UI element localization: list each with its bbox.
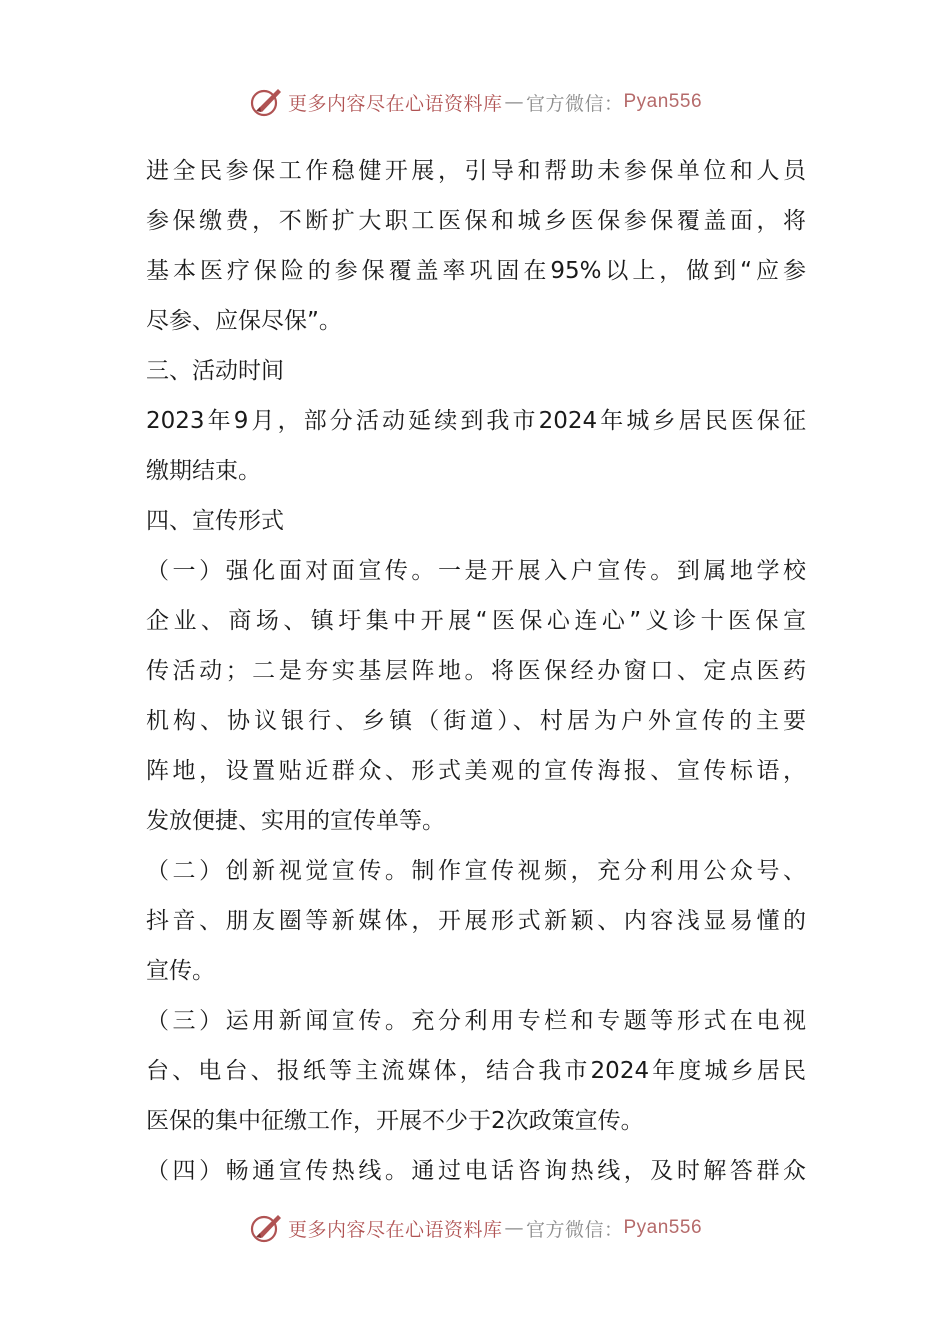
text-line: （一）强化面对面宣传。一是开展入户宣传。到属地学校	[146, 558, 806, 584]
watermark-brand: 更多内容尽在心语资料库	[287, 1218, 503, 1241]
text-line: 机构、协议银行、乡镇（街道）、村居为户外宣传的主要	[146, 708, 806, 734]
text-line: 台、电台、报纸等主流媒体，结合我市2024年度城乡居民	[146, 1058, 806, 1084]
text-line: 尽参、应保尽保”。	[146, 308, 342, 334]
text-line: 三、活动时间	[146, 358, 284, 384]
text-line: 抖音、朋友圈等新媒体，开展形式新颖、内容浅显易懂的	[146, 908, 806, 934]
watermark-official-label: 官方微信：	[525, 1218, 624, 1241]
text-line: 医保的集中征缴工作，开展不少于2次政策宣传。	[146, 1108, 644, 1134]
text-line: 2023年9月，部分活动延续到我市2024年城乡居民医保征	[146, 408, 806, 434]
text-line: 传活动；二是夯实基层阵地。将医保经办窗口、定点医药	[146, 658, 806, 684]
footer-watermark	[0, 1210, 950, 1246]
watermark-wechat-id: Pyan556	[623, 91, 703, 112]
text-line: 参保缴费，不断扩大职工医保和城乡医保参保覆盖面，将	[146, 208, 806, 234]
text-line: 缴期结束。	[146, 458, 261, 484]
quill-logo-icon	[248, 1210, 284, 1246]
watermark-official-label: 官方微信：	[525, 92, 624, 115]
text-line: 发放便捷、实用的宣传单等。	[146, 808, 445, 834]
text-line: （二）创新视觉宣传。制作宣传视频，充分利用公众号、	[146, 858, 806, 884]
document-body	[146, 146, 806, 1196]
watermark-brand: 更多内容尽在心语资料库	[287, 92, 503, 115]
text-line: （三）运用新闻宣传。充分利用专栏和专题等形式在电视	[146, 1008, 806, 1034]
text-line: 四、宣传形式	[146, 508, 284, 534]
watermark-dash: —	[504, 1217, 524, 1239]
text-line: （四）畅通宣传热线。通过电话咨询热线，及时解答群众	[146, 1158, 806, 1184]
text-line: 阵地，设置贴近群众、形式美观的宣传海报、宣传标语，	[146, 758, 806, 784]
header-watermark	[0, 84, 950, 120]
quill-logo-icon	[248, 84, 284, 120]
text-line: 基本医疗保险的参保覆盖率巩固在95%以上，做到“应参	[146, 258, 806, 284]
text-line: 进全民参保工作稳健开展，引导和帮助未参保单位和人员	[146, 158, 806, 184]
watermark-wechat-id: Pyan556	[623, 1217, 703, 1238]
watermark-dash: —	[504, 91, 524, 113]
text-line: 宣传。	[146, 958, 215, 984]
text-line: 企业、商场、镇圩集中开展“医保心连心”义诊十医保宣	[146, 608, 806, 634]
